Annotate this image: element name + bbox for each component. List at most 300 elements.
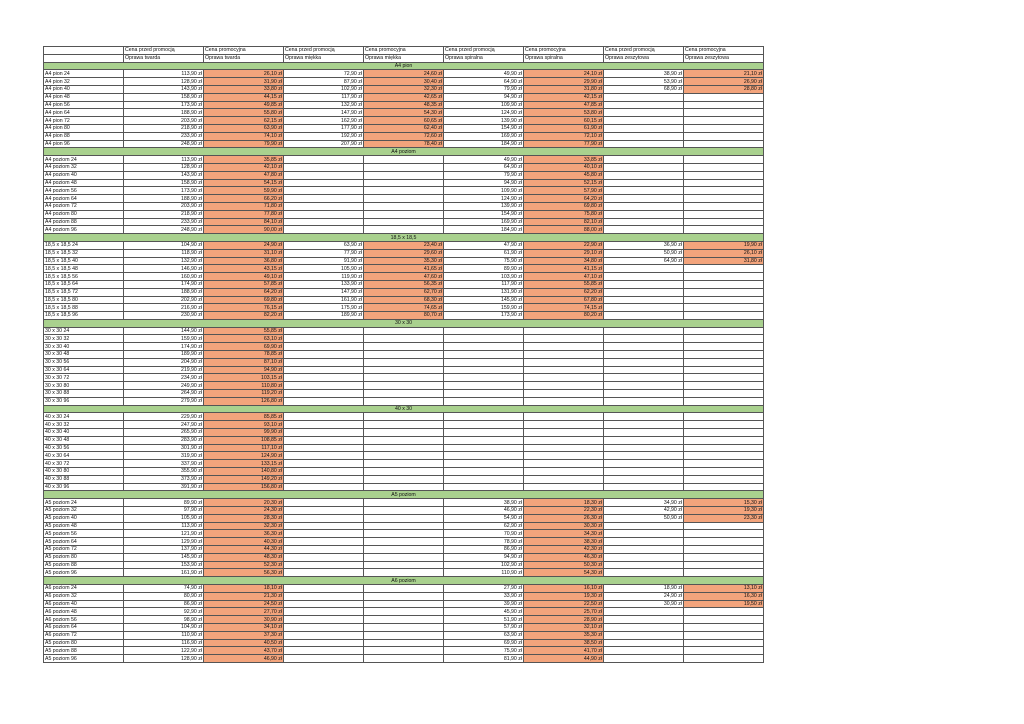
- promo-price-cell: [364, 616, 444, 624]
- regular-price-cell: 74,90 zł: [124, 584, 204, 592]
- promo-price-cell: 26,90 zł: [684, 78, 764, 86]
- promo-price-cell: [684, 444, 764, 452]
- table-row: [44, 452, 764, 460]
- promo-price-cell: [684, 413, 764, 421]
- subheader-cell: Oprawa twarda: [204, 54, 284, 62]
- table-row: [44, 460, 764, 468]
- table-row: [44, 179, 764, 187]
- regular-price-cell: 160,90 zł: [124, 273, 204, 281]
- regular-price-cell: 162,90 zł: [284, 117, 364, 125]
- regular-price-cell: [604, 436, 684, 444]
- regular-price-cell: 122,90 zł: [124, 647, 204, 655]
- promo-price-cell: 19,90 zł: [684, 241, 764, 249]
- table-row: [44, 358, 764, 366]
- product-name-cell: 40 x 30 80: [44, 468, 124, 476]
- regular-price-cell: [284, 366, 364, 374]
- regular-price-cell: [284, 210, 364, 218]
- promo-price-cell: 72,60 zł: [364, 132, 444, 140]
- promo-price-cell: 80,70 zł: [364, 312, 444, 320]
- promo-price-cell: [684, 195, 764, 203]
- promo-price-cell: [684, 210, 764, 218]
- regular-price-cell: 49,90 zł: [444, 70, 524, 78]
- regular-price-cell: 279,90 zł: [124, 397, 204, 405]
- regular-price-cell: 264,90 zł: [124, 390, 204, 398]
- regular-price-cell: 94,90 zł: [444, 93, 524, 101]
- table-row: [44, 156, 764, 164]
- product-name-cell: A5 poziom 96: [44, 569, 124, 577]
- promo-price-cell: [364, 538, 444, 546]
- regular-price-cell: 75,90 zł: [444, 257, 524, 265]
- promo-price-cell: 84,10 zł: [204, 218, 284, 226]
- section-title: A4 pion: [44, 62, 764, 70]
- regular-price-cell: 161,90 zł: [124, 569, 204, 577]
- table-row: [44, 241, 764, 249]
- regular-price-cell: 173,90 zł: [444, 312, 524, 320]
- table-row: [44, 109, 764, 117]
- regular-price-cell: 169,90 zł: [444, 132, 524, 140]
- promo-price-cell: [684, 163, 764, 171]
- promo-price-cell: 33,80 zł: [204, 85, 284, 93]
- promo-price-cell: 23,30 zł: [684, 514, 764, 522]
- regular-price-cell: 189,90 zł: [124, 351, 204, 359]
- promo-price-cell: [684, 296, 764, 304]
- promo-price-cell: [684, 390, 764, 398]
- product-name-cell: A6 poziom 24: [44, 584, 124, 592]
- product-name-cell: 40 x 30 48: [44, 436, 124, 444]
- header-cell: Cena przed promocją: [124, 47, 204, 55]
- regular-price-cell: 184,90 zł: [444, 226, 524, 234]
- promo-price-cell: [364, 522, 444, 530]
- promo-price-cell: [364, 429, 444, 437]
- regular-price-cell: [604, 561, 684, 569]
- product-name-cell: A5 poziom 24: [44, 499, 124, 507]
- regular-price-cell: [604, 327, 684, 335]
- regular-price-cell: [604, 101, 684, 109]
- product-name-cell: 30 x 30 88: [44, 390, 124, 398]
- promo-price-cell: 85,85 zł: [204, 413, 284, 421]
- table-row: [44, 475, 764, 483]
- regular-price-cell: [444, 358, 524, 366]
- product-name-cell: 40 x 30 72: [44, 460, 124, 468]
- promo-price-cell: 33,85 zł: [524, 156, 604, 164]
- promo-price-cell: [364, 639, 444, 647]
- promo-price-cell: [524, 366, 604, 374]
- promo-price-cell: [684, 351, 764, 359]
- table-row: [44, 514, 764, 522]
- regular-price-cell: [604, 218, 684, 226]
- promo-price-cell: 40,30 zł: [204, 538, 284, 546]
- promo-price-cell: [684, 343, 764, 351]
- table-row: [44, 553, 764, 561]
- promo-price-cell: [684, 132, 764, 140]
- promo-price-cell: 156,80 zł: [204, 483, 284, 491]
- table-row: [44, 538, 764, 546]
- regular-price-cell: 145,90 zł: [124, 553, 204, 561]
- regular-price-cell: [604, 358, 684, 366]
- product-name-cell: 40 x 30 64: [44, 452, 124, 460]
- regular-price-cell: 86,90 zł: [124, 600, 204, 608]
- regular-price-cell: [444, 390, 524, 398]
- product-name-cell: A4 pion 40: [44, 85, 124, 93]
- promo-price-cell: [364, 195, 444, 203]
- promo-price-cell: [524, 468, 604, 476]
- promo-price-cell: 35,30 zł: [524, 631, 604, 639]
- promo-price-cell: [524, 351, 604, 359]
- promo-price-cell: 16,10 zł: [524, 584, 604, 592]
- regular-price-cell: 92,90 zł: [124, 608, 204, 616]
- promo-price-cell: [684, 312, 764, 320]
- regular-price-cell: [444, 366, 524, 374]
- regular-price-cell: 113,90 zł: [124, 70, 204, 78]
- promo-price-cell: 48,35 zł: [364, 101, 444, 109]
- promo-price-cell: [364, 475, 444, 483]
- product-name-cell: 30 x 30 72: [44, 374, 124, 382]
- regular-price-cell: 105,90 zł: [124, 514, 204, 522]
- promo-price-cell: 94,90 zł: [204, 366, 284, 374]
- promo-price-cell: [364, 156, 444, 164]
- promo-price-cell: 43,15 zł: [204, 265, 284, 273]
- promo-price-cell: 34,80 zł: [524, 257, 604, 265]
- price-table: [43, 46, 764, 663]
- product-name-cell: 18,5 x 18,5 56: [44, 273, 124, 281]
- regular-price-cell: [284, 163, 364, 171]
- promo-price-cell: 28,80 zł: [684, 85, 764, 93]
- regular-price-cell: 80,90 zł: [124, 592, 204, 600]
- regular-price-cell: [604, 647, 684, 655]
- table-row: [44, 623, 764, 631]
- promo-price-cell: 31,80 zł: [684, 257, 764, 265]
- regular-price-cell: [604, 109, 684, 117]
- table-row: [44, 78, 764, 86]
- regular-price-cell: [604, 413, 684, 421]
- regular-price-cell: [284, 639, 364, 647]
- regular-price-cell: [444, 468, 524, 476]
- product-name-cell: A4 pion 48: [44, 93, 124, 101]
- regular-price-cell: 139,90 zł: [444, 202, 524, 210]
- regular-price-cell: 391,90 zł: [124, 483, 204, 491]
- regular-price-cell: [284, 335, 364, 343]
- promo-price-cell: [684, 156, 764, 164]
- regular-price-cell: [284, 538, 364, 546]
- promo-price-cell: 62,15 zł: [204, 117, 284, 125]
- price-table-body: [44, 47, 764, 663]
- regular-price-cell: 42,90 zł: [604, 507, 684, 515]
- regular-price-cell: [604, 366, 684, 374]
- regular-price-cell: 129,90 zł: [124, 538, 204, 546]
- regular-price-cell: [604, 608, 684, 616]
- regular-price-cell: 202,90 zł: [124, 296, 204, 304]
- regular-price-cell: 229,90 zł: [124, 413, 204, 421]
- product-name-cell: 18,5 x 18,5 64: [44, 280, 124, 288]
- product-name-cell: A4 pion 64: [44, 109, 124, 117]
- promo-price-cell: [684, 304, 764, 312]
- promo-price-cell: 46,30 zł: [524, 553, 604, 561]
- regular-price-cell: 218,90 zł: [124, 210, 204, 218]
- promo-price-cell: 99,90 zł: [204, 429, 284, 437]
- product-name-cell: 40 x 30 56: [44, 444, 124, 452]
- regular-price-cell: [444, 351, 524, 359]
- promo-price-cell: 21,30 zł: [204, 592, 284, 600]
- regular-price-cell: 105,90 zł: [284, 265, 364, 273]
- table-row: [44, 70, 764, 78]
- regular-price-cell: 173,90 zł: [124, 101, 204, 109]
- regular-price-cell: 188,90 zł: [124, 288, 204, 296]
- promo-price-cell: 18,10 zł: [204, 584, 284, 592]
- product-name-cell: A5 poziom 48: [44, 522, 124, 530]
- promo-price-cell: 69,80 zł: [524, 202, 604, 210]
- regular-price-cell: 173,90 zł: [124, 187, 204, 195]
- promo-price-cell: [524, 358, 604, 366]
- promo-price-cell: 28,30 zł: [204, 514, 284, 522]
- regular-price-cell: [604, 569, 684, 577]
- regular-price-cell: 158,90 zł: [124, 179, 204, 187]
- promo-price-cell: 32,30 zł: [204, 522, 284, 530]
- regular-price-cell: [284, 553, 364, 561]
- regular-price-cell: 128,90 zł: [124, 163, 204, 171]
- subheader-cell: Oprawa zeszytowa: [684, 54, 764, 62]
- product-name-cell: 40 x 30 96: [44, 483, 124, 491]
- promo-price-cell: 117,10 zł: [204, 444, 284, 452]
- regular-price-cell: 203,90 zł: [124, 117, 204, 125]
- product-name-cell: A5 poziom 64: [44, 538, 124, 546]
- regular-price-cell: 145,90 zł: [444, 296, 524, 304]
- promo-price-cell: 24,50 zł: [204, 600, 284, 608]
- promo-price-cell: [364, 436, 444, 444]
- promo-price-cell: 63,10 zł: [204, 335, 284, 343]
- promo-price-cell: 126,80 zł: [204, 397, 284, 405]
- product-name-cell: A5 poziom 72: [44, 546, 124, 554]
- regular-price-cell: 128,90 zł: [124, 655, 204, 663]
- regular-price-cell: 319,90 zł: [124, 452, 204, 460]
- regular-price-cell: 247,90 zł: [124, 421, 204, 429]
- product-name-cell: 18,5 x 18,5 96: [44, 312, 124, 320]
- regular-price-cell: 154,90 zł: [444, 210, 524, 218]
- regular-price-cell: 50,90 zł: [604, 249, 684, 257]
- product-name-cell: A4 poziom 96: [44, 226, 124, 234]
- promo-price-cell: 49,85 zł: [204, 101, 284, 109]
- product-name-cell: 18,5 x 18,5 32: [44, 249, 124, 257]
- regular-price-cell: 62,90 zł: [444, 522, 524, 530]
- regular-price-cell: [604, 304, 684, 312]
- regular-price-cell: 174,90 zł: [124, 343, 204, 351]
- promo-price-cell: 36,30 zł: [204, 530, 284, 538]
- regular-price-cell: [284, 351, 364, 359]
- section-title: A4 poziom: [44, 148, 764, 156]
- promo-price-cell: 59,90 zł: [204, 187, 284, 195]
- promo-price-cell: 19,50 zł: [684, 600, 764, 608]
- header-cell: Cena przed promocją: [444, 47, 524, 55]
- table-row: [44, 124, 764, 132]
- regular-price-cell: [444, 343, 524, 351]
- promo-price-cell: 30,30 zł: [524, 522, 604, 530]
- promo-price-cell: [684, 109, 764, 117]
- promo-price-cell: 82,10 zł: [524, 218, 604, 226]
- table-row: [44, 335, 764, 343]
- table-row: [44, 584, 764, 592]
- promo-price-cell: [684, 218, 764, 226]
- regular-price-cell: 337,90 zł: [124, 460, 204, 468]
- regular-price-cell: 113,90 zł: [124, 156, 204, 164]
- table-row: [44, 507, 764, 515]
- promo-price-cell: [364, 413, 444, 421]
- table-row: [44, 140, 764, 148]
- promo-price-cell: [684, 608, 764, 616]
- regular-price-cell: [604, 296, 684, 304]
- promo-price-cell: 67,80 zł: [524, 296, 604, 304]
- regular-price-cell: 301,90 zł: [124, 444, 204, 452]
- promo-price-cell: 88,00 zł: [524, 226, 604, 234]
- promo-price-cell: [684, 530, 764, 538]
- regular-price-cell: 159,90 zł: [444, 304, 524, 312]
- table-row: [44, 655, 764, 663]
- promo-price-cell: [364, 483, 444, 491]
- regular-price-cell: [284, 436, 364, 444]
- promo-price-cell: 15,30 zł: [684, 499, 764, 507]
- promo-price-cell: [364, 546, 444, 554]
- regular-price-cell: [604, 351, 684, 359]
- table-row: [44, 436, 764, 444]
- regular-price-cell: [604, 522, 684, 530]
- table-row: [44, 343, 764, 351]
- product-name-cell: A5 poziom 88: [44, 647, 124, 655]
- promo-price-cell: [364, 421, 444, 429]
- regular-price-cell: 137,90 zł: [124, 546, 204, 554]
- promo-price-cell: 80,20 zł: [524, 312, 604, 320]
- regular-price-cell: [444, 382, 524, 390]
- regular-price-cell: [604, 312, 684, 320]
- promo-price-cell: 41,15 zł: [524, 265, 604, 273]
- promo-price-cell: 87,10 zł: [204, 358, 284, 366]
- regular-price-cell: 69,90 zł: [444, 639, 524, 647]
- promo-price-cell: 55,85 zł: [524, 280, 604, 288]
- promo-price-cell: 30,90 zł: [204, 616, 284, 624]
- promo-price-cell: [364, 390, 444, 398]
- promo-price-cell: 23,40 zł: [364, 241, 444, 249]
- promo-price-cell: 54,30 zł: [524, 569, 604, 577]
- product-name-cell: A5 poziom 88: [44, 561, 124, 569]
- product-name-cell: A6 poziom 48: [44, 608, 124, 616]
- product-name-cell: 18,5 x 18,5 40: [44, 257, 124, 265]
- promo-price-cell: 78,40 zł: [364, 140, 444, 148]
- product-name-cell: 30 x 30 48: [44, 351, 124, 359]
- promo-price-cell: 32,30 zł: [364, 85, 444, 93]
- regular-price-cell: 38,90 zł: [604, 70, 684, 78]
- promo-price-cell: 35,30 zł: [364, 257, 444, 265]
- promo-price-cell: 24,60 zł: [364, 70, 444, 78]
- header-cell: [44, 47, 124, 55]
- promo-price-cell: 32,10 zł: [524, 623, 604, 631]
- promo-price-cell: [684, 226, 764, 234]
- regular-price-cell: [284, 475, 364, 483]
- promo-price-cell: [684, 475, 764, 483]
- regular-price-cell: [604, 226, 684, 234]
- regular-price-cell: [604, 421, 684, 429]
- table-row: [44, 327, 764, 335]
- regular-price-cell: 91,90 zł: [284, 257, 364, 265]
- regular-price-cell: 158,90 zł: [124, 93, 204, 101]
- product-name-cell: A6 poziom 32: [44, 592, 124, 600]
- header-cell: Cena przed promocją: [284, 47, 364, 55]
- regular-price-cell: [284, 499, 364, 507]
- promo-price-cell: 82,20 zł: [204, 312, 284, 320]
- promo-price-cell: [364, 351, 444, 359]
- promo-price-cell: [524, 452, 604, 460]
- regular-price-cell: [444, 460, 524, 468]
- regular-price-cell: [284, 522, 364, 530]
- promo-price-cell: 56,35 zł: [364, 280, 444, 288]
- regular-price-cell: 128,90 zł: [124, 78, 204, 86]
- regular-price-cell: 124,90 zł: [444, 195, 524, 203]
- regular-price-cell: 265,90 zł: [124, 429, 204, 437]
- regular-price-cell: [604, 335, 684, 343]
- promo-price-cell: 40,50 zł: [204, 639, 284, 647]
- promo-price-cell: 66,20 zł: [204, 195, 284, 203]
- regular-price-cell: 38,90 zł: [444, 499, 524, 507]
- promo-price-cell: 30,40 zł: [364, 78, 444, 86]
- regular-price-cell: 144,90 zł: [124, 327, 204, 335]
- regular-price-cell: 89,90 zł: [444, 265, 524, 273]
- product-name-cell: A4 pion 80: [44, 124, 124, 132]
- subheader-cell: Oprawa twarda: [124, 54, 204, 62]
- regular-price-cell: [284, 460, 364, 468]
- regular-price-cell: 104,90 zł: [124, 623, 204, 631]
- product-name-cell: 18,5 x 18,5 24: [44, 241, 124, 249]
- promo-price-cell: [524, 390, 604, 398]
- promo-price-cell: [684, 468, 764, 476]
- promo-price-cell: [524, 413, 604, 421]
- regular-price-cell: [604, 171, 684, 179]
- regular-price-cell: 77,90 zł: [284, 249, 364, 257]
- regular-price-cell: 143,90 zł: [124, 85, 204, 93]
- regular-price-cell: [604, 163, 684, 171]
- promo-price-cell: [364, 327, 444, 335]
- table-row: [44, 273, 764, 281]
- promo-price-cell: [524, 421, 604, 429]
- promo-price-cell: 40,10 zł: [524, 163, 604, 171]
- regular-price-cell: 110,90 zł: [124, 631, 204, 639]
- regular-price-cell: [604, 444, 684, 452]
- regular-price-cell: [284, 514, 364, 522]
- product-name-cell: A4 pion 96: [44, 140, 124, 148]
- regular-price-cell: [284, 187, 364, 195]
- promo-price-cell: [684, 522, 764, 530]
- regular-price-cell: [284, 218, 364, 226]
- section-title: A6 poziom: [44, 577, 764, 585]
- regular-price-cell: 68,90 zł: [604, 85, 684, 93]
- regular-price-cell: 192,90 zł: [284, 132, 364, 140]
- product-name-cell: A5 poziom 80: [44, 553, 124, 561]
- regular-price-cell: 103,90 zł: [444, 273, 524, 281]
- product-name-cell: 30 x 30 80: [44, 382, 124, 390]
- regular-price-cell: 233,90 zł: [124, 132, 204, 140]
- regular-price-cell: 218,90 zł: [124, 124, 204, 132]
- product-name-cell: 30 x 30 96: [44, 397, 124, 405]
- regular-price-cell: 75,90 zł: [444, 647, 524, 655]
- promo-price-cell: 27,70 zł: [204, 608, 284, 616]
- header-cell: Cena promocyjna: [364, 47, 444, 55]
- regular-price-cell: [444, 397, 524, 405]
- promo-price-cell: [524, 475, 604, 483]
- regular-price-cell: 184,90 zł: [444, 140, 524, 148]
- promo-price-cell: 55,85 zł: [204, 327, 284, 335]
- promo-price-cell: 16,30 zł: [684, 592, 764, 600]
- table-row: [44, 351, 764, 359]
- subheader-cell: Oprawa miękka: [364, 54, 444, 62]
- product-name-cell: A4 poziom 56: [44, 187, 124, 195]
- promo-price-cell: 36,80 zł: [204, 257, 284, 265]
- regular-price-cell: [444, 374, 524, 382]
- promo-price-cell: 42,65 zł: [364, 93, 444, 101]
